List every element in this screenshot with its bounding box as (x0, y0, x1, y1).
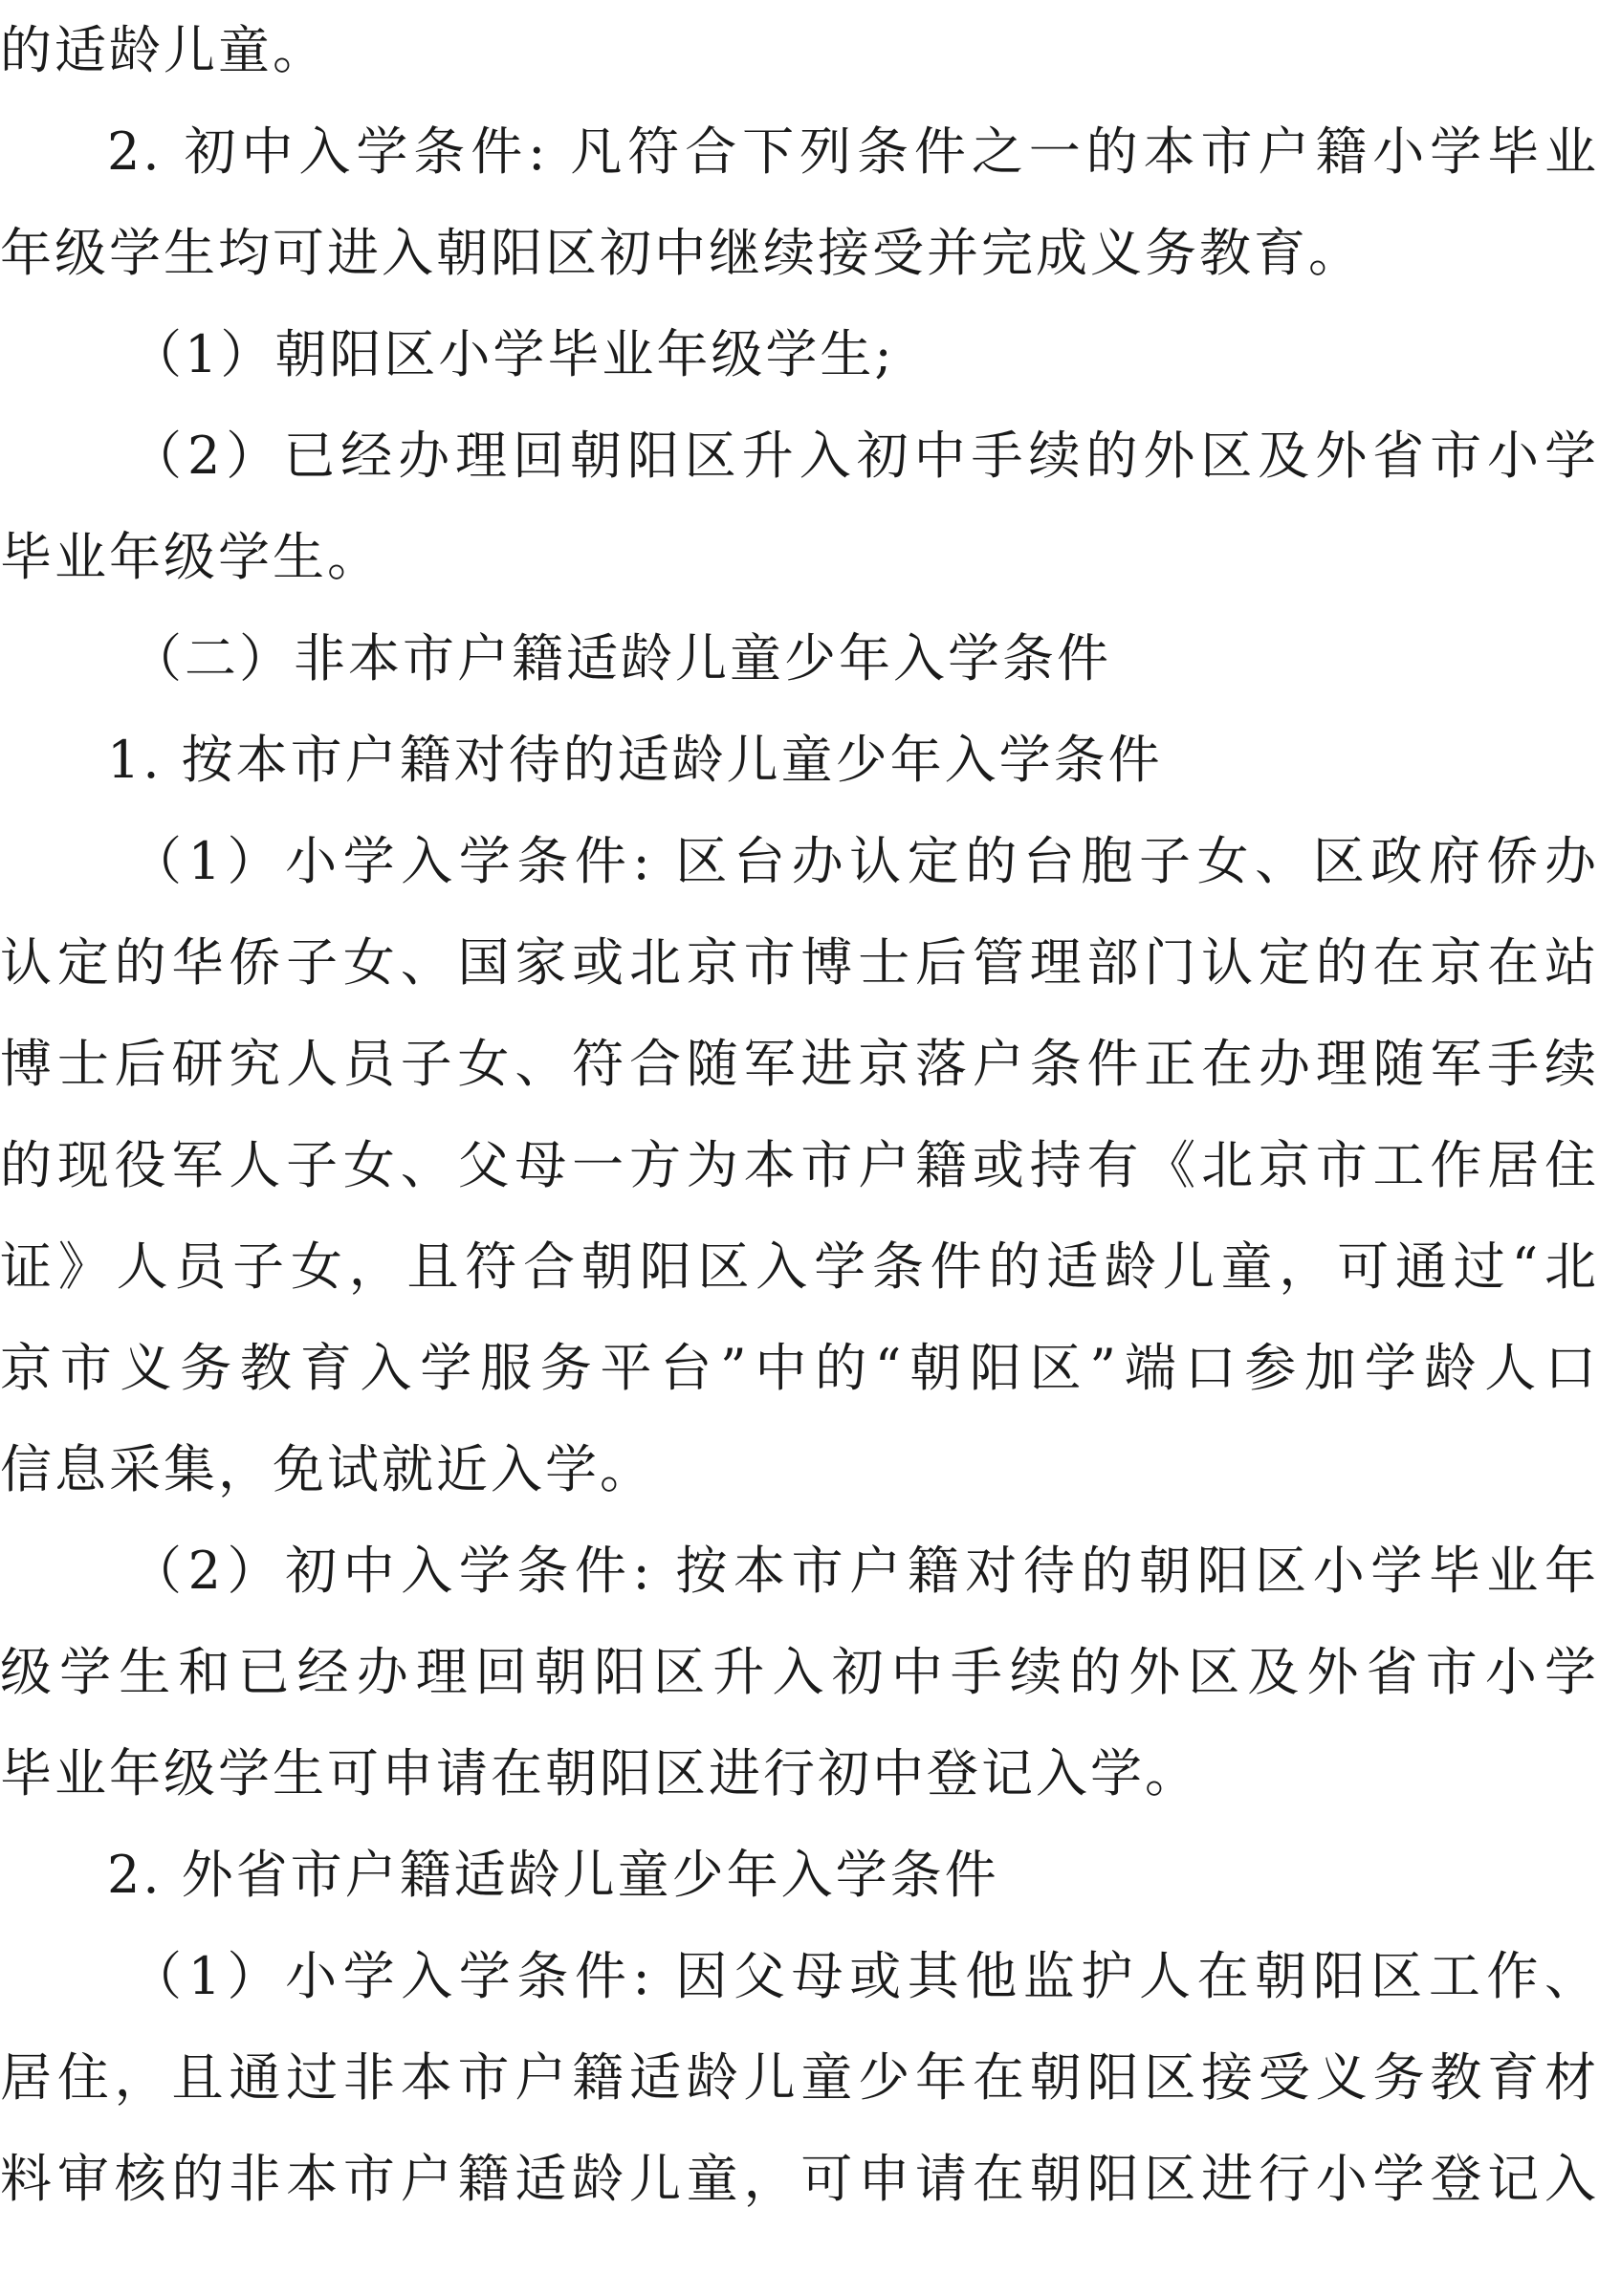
text-line: 毕业年级学生可申请在朝阳区进行初中登记入学。 (0, 1743, 1199, 1804)
text-line: 料审核的非本市户籍适龄儿童，可申请在朝阳区进行小学登记入 (0, 2149, 1599, 2209)
text-line: 信息采集，免试就近入学。 (0, 1439, 654, 1499)
text-line: 的现役军人子女、父母一方为本市户籍或持有《北京市工作居住 (0, 1135, 1599, 1195)
text-line: （1）小学入学条件: 区台办认定的台胞子女、区政府侨办 (130, 831, 1599, 891)
text-line: 的适龄儿童。 (0, 20, 327, 80)
text-line: 居住，且通过非本市户籍适龄儿童少年在朝阳区接受义务教育材 (0, 2047, 1599, 2108)
text-line: 级学生和已经办理回朝阳区升入初中手续的外区及外省市小学 (0, 1642, 1599, 1702)
subsection-heading: 2. 外省市户籍适龄儿童少年入学条件 (107, 1845, 999, 1905)
text-line: 年级学生均可进入朝阳区初中继续接受并完成义务教育。 (0, 223, 1363, 283)
text-line: （2）初中入学条件: 按本市户籍对待的朝阳区小学毕业年 (130, 1541, 1599, 1601)
text-line: 毕业年级学生。 (0, 527, 382, 587)
text-line: 京市义务教育入学服务平台”中的“朝阳区”端口参加学龄人口 (0, 1338, 1599, 1398)
section-heading: （二）非本市户籍适龄儿童少年入学条件 (130, 628, 1111, 689)
text-line: 2. 初中入学条件: 凡符合下列条件之一的本市户籍小学毕业 (107, 121, 1599, 182)
text-line: 认定的华侨子女、国家或北京市博士后管理部门认定的在京在站 (0, 932, 1599, 993)
text-line: （1）小学入学条件: 因父母或其他监护人在朝阳区工作、 (130, 1946, 1599, 2006)
text-line: （2）已经办理回朝阳区升入初中手续的外区及外省市小学 (130, 426, 1599, 486)
text-line: 证》人员子女，且符合朝阳区入学条件的适龄儿童，可通过“北 (0, 1236, 1599, 1297)
text-line: 博士后研究人员子女、符合随军进京落户条件正在办理随军手续 (0, 1034, 1599, 1094)
text-line: （1）朝阳区小学毕业年级学生; (130, 324, 895, 384)
subsection-heading: 1. 按本市户籍对待的适龄儿童少年入学条件 (107, 730, 1163, 790)
